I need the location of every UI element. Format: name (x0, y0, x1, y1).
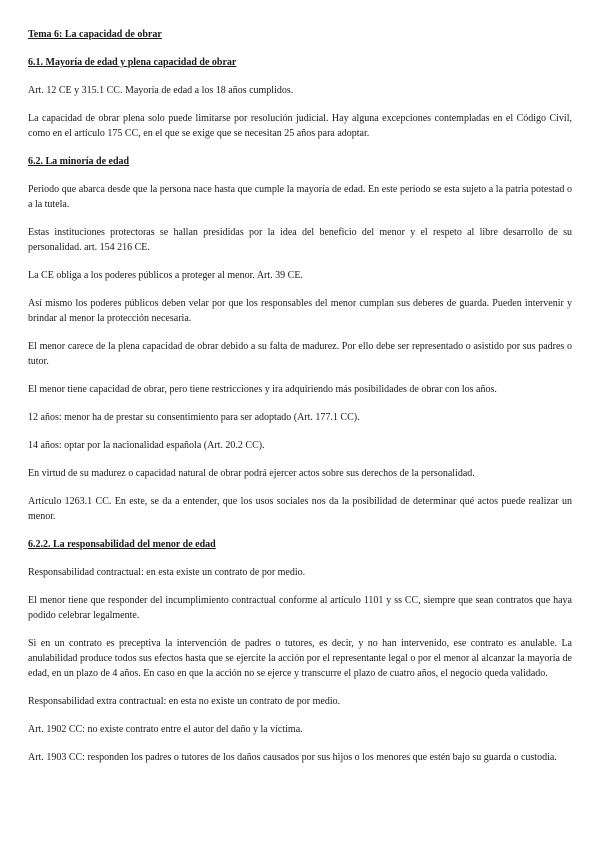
section-heading-6-2: 6.2. La minoría de edad (28, 156, 130, 167)
paragraph: Art. 1902 CC: no existe contrato entre el autor del daño y la víctima. (28, 724, 303, 735)
paragraph: El menor tiene capacidad de obrar, pero tiene restricciones y ira adquiriendo más posibilidades de obrar con los años. (28, 384, 497, 395)
paragraph: La capacidad de obrar plena solo puede limitarse por resolución judicial. Hay alguna excepciones contempladas en el Código Civil, como en el artículo 175 CC, en el que se exige que se necesitan 25 años para adoptar. (28, 113, 572, 139)
paragraph: Estas instituciones protectoras se hallan presididas por la idea del beneficio del menor y el respeto al libre desarrollo de su personalidad. art. 154 216 CE. (28, 227, 572, 253)
paragraph: 14 años: optar por la nacionalidad española (Art. 20.2 CC). (28, 440, 265, 451)
paragraph: Si en un contrato es preceptiva la intervención de padres o tutores, es decir, y no han intervenido, ese contrato es anulable. La anulabilidad produce todos sus efectos hasta que se ejercite la acción por el representante legal o por el menor al alcanzar la mayoría de edad, en un plazo de 4 años. En caso en que la acción no se ejerce y transcurre el plazo de cuatro años, el negocio queda validado. (28, 638, 572, 679)
paragraph: El menor carece de la plena capacidad de obrar debido a su falta de madurez. Por ello debe ser representado o asistido por sus padres o tutor. (28, 341, 572, 367)
paragraph: Art. 1903 CC: responden los padres o tutores de los daños causados por sus hijos o los menores que estén bajo su guarda o custodia. (28, 752, 557, 763)
document-title: Tema 6: La capacidad de obrar (28, 29, 162, 40)
paragraph: Responsabilidad contractual: en esta existe un contrato de por medio. (28, 567, 306, 578)
paragraph: En virtud de su madurez o capacidad natural de obrar podrá ejercer actos sobre sus derechos de la personalidad. (28, 468, 475, 479)
section-heading-6-2-2: 6.2.2. La responsabilidad del menor de edad (28, 539, 216, 550)
paragraph: Periodo que abarca desde que la persona nace hasta que cumple la mayoría de edad. En este periodo se esta sujeto a la patria potestad o a la tutela. (28, 184, 572, 210)
paragraph: El menor tiene que responder del incumplimiento contractual conforme al artículo 1101 y ss CC, siempre que sean contratos que haya podido celebrar legalmente. (28, 595, 572, 621)
section-heading-6-1: 6.1. Mayoría de edad y plena capacidad de obrar (28, 57, 237, 68)
paragraph: 12 años: menor ha de prestar su consentimiento para ser adoptado (Art. 177.1 CC). (28, 412, 360, 423)
paragraph: Artículo 1263.1 CC. En este, se da a entender, que los usos sociales nos da la posibilidad de determinar qué actos puede realizar un menor. (28, 496, 572, 522)
paragraph: Así mismo los poderes públicos deben velar por que los responsables del menor cumplan sus deberes de guarda. Pueden intervenir y brindar al menor la protección necesaria. (28, 298, 572, 324)
paragraph: Art. 12 CE y 315.1 CC. Mayoría de edad a los 18 años cumplidos. (28, 85, 294, 96)
paragraph: La CE obliga a los poderes públicos a proteger al menor. Art. 39 CE. (28, 270, 303, 281)
paragraph: Responsabilidad extra contractual: en esta no existe un contrato de por medio. (28, 696, 341, 707)
